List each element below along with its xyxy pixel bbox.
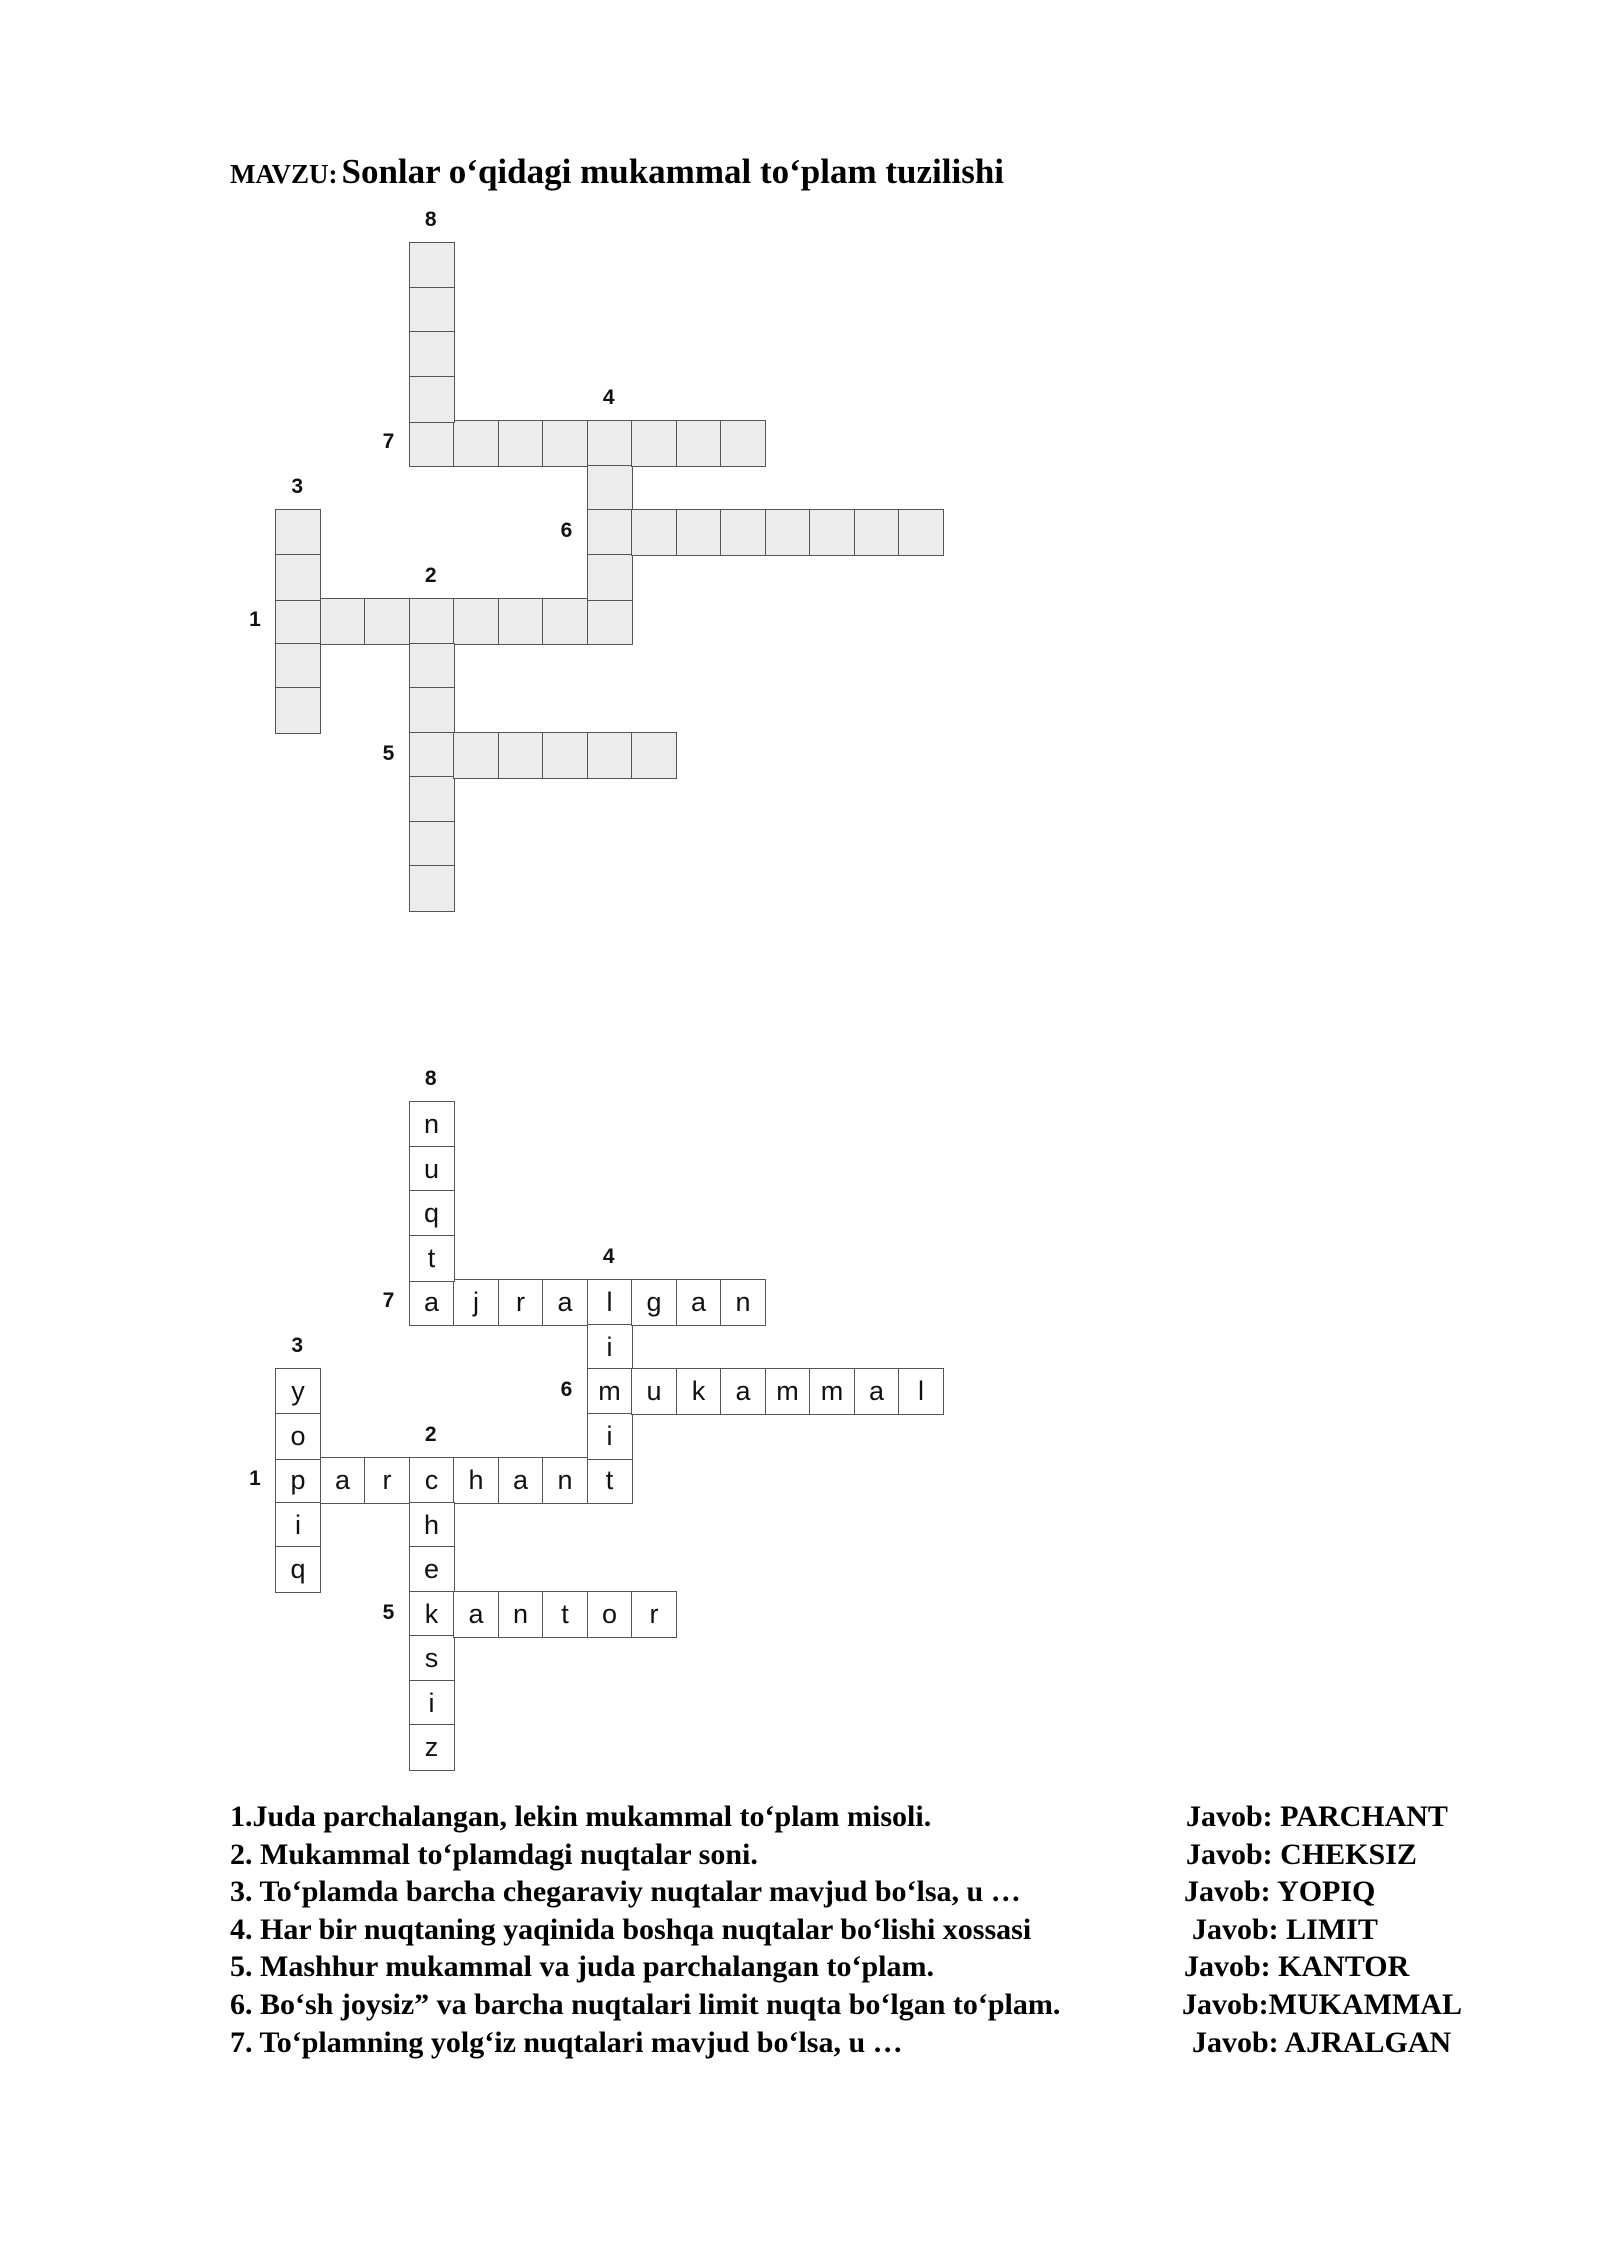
- clue-answer: Javob: LIMIT: [1192, 1912, 1378, 1946]
- clue-number: 7: [382, 430, 395, 454]
- crossword-cell-filled: t: [542, 1591, 588, 1638]
- crossword-cell-filled: n: [498, 1591, 544, 1638]
- crossword-cell-filled: o: [587, 1591, 633, 1638]
- title-text: Sonlar o‘qidagi mukammal to‘plam tuzilishi: [341, 152, 1005, 191]
- crossword-cell-filled: q: [409, 1190, 455, 1237]
- crossword-cell-filled: t: [409, 1235, 455, 1282]
- crossword-cell-filled: c: [409, 1457, 455, 1504]
- clue-question: 7. To‘plamning yolg‘iz nuqtalari mavjud bo‘lsa, u …: [230, 2025, 903, 2059]
- clue-number: 8: [424, 1067, 437, 1090]
- clue-answer: Javob: YOPIQ: [1184, 1875, 1376, 1909]
- crossword-cell-filled: a: [542, 1279, 588, 1326]
- crossword-cell-filled: i: [587, 1413, 633, 1460]
- crossword-cell-filled: y: [275, 1368, 321, 1415]
- clue-row: [230, 1873, 1530, 1911]
- crossword-cell-filled: t: [587, 1457, 633, 1504]
- clue-question: 3. To‘plamda barcha chegaraviy nuqtalar mavjud bo‘lsa, u …: [230, 1875, 1021, 1909]
- crossword-cell-filled: m: [587, 1368, 633, 1415]
- clue-number: 5: [382, 741, 395, 765]
- clue-row: [230, 1948, 1530, 1986]
- clue-number: 1: [249, 1467, 261, 1491]
- crossword-cell-filled: i: [409, 1680, 455, 1727]
- clue-answer: Javob: AJRALGAN: [1192, 2025, 1452, 2059]
- clue-number: 6: [560, 519, 573, 543]
- crossword-cell-filled: j: [453, 1279, 499, 1326]
- clue-list: [230, 1798, 1530, 2061]
- clue-number: 4: [602, 1245, 615, 1268]
- clue-question: 4. Har bir nuqtaning yaqinida boshqa nuqtalar bo‘lishi xossasi: [230, 1912, 1032, 1946]
- clue-number: 1: [249, 608, 261, 632]
- crossword-cell-filled: m: [765, 1368, 811, 1415]
- clue-number: 5: [382, 1600, 395, 1624]
- clue-row: [230, 1836, 1530, 1874]
- crossword-cell-filled: a: [453, 1591, 499, 1638]
- clue-number: 8: [424, 208, 437, 231]
- clue-answer: Javob: PARCHANT: [1186, 1800, 1448, 1833]
- clue-question: 5. Mashhur mukammal va juda parchalangan to‘plam.: [230, 1950, 935, 1984]
- crossword-cell-filled: u: [409, 1146, 455, 1193]
- crossword-cell-filled: g: [631, 1279, 677, 1326]
- clue-answer: Javob: KANTOR: [1184, 1950, 1410, 1984]
- clue-number: 3: [291, 1334, 304, 1357]
- clue-question: 6. Bo‘sh joysiz” va barcha nuqtalari limit nuqta bo‘lgan to‘plam.: [230, 1987, 1061, 2021]
- crossword-cell-filled: a: [854, 1368, 900, 1415]
- crossword-cell-filled: m: [809, 1368, 855, 1415]
- crossword-cell-filled: a: [409, 1279, 455, 1326]
- clue-number: 7: [382, 1289, 395, 1313]
- crossword-cell-filled: n: [720, 1279, 766, 1326]
- clue-question: 1.Juda parchalangan, lekin mukammal to‘plam misoli.: [230, 1800, 932, 1833]
- crossword-cell-filled: e: [409, 1546, 455, 1593]
- clue-number: 4: [602, 386, 615, 409]
- clue-row: [230, 1986, 1530, 2024]
- clue-number: 2: [424, 1423, 437, 1446]
- clue-number: 6: [560, 1378, 573, 1402]
- crossword-cell-filled: a: [320, 1457, 366, 1504]
- crossword-cell-filled: l: [898, 1368, 944, 1415]
- crossword-cell-filled: p: [275, 1457, 321, 1504]
- crossword-cell-filled: h: [409, 1502, 455, 1549]
- crossword-cell-filled: u: [631, 1368, 677, 1415]
- crossword-cell-filled: r: [364, 1457, 410, 1504]
- crossword-cell-filled: n: [409, 1101, 455, 1148]
- crossword-cell-filled: a: [676, 1279, 722, 1326]
- crossword-cell-filled: s: [409, 1635, 455, 1682]
- title-label: MAVZU:: [230, 159, 338, 189]
- crossword-cell-filled: r: [498, 1279, 544, 1326]
- crossword-cell-filled: n: [542, 1457, 588, 1504]
- crossword-cell-filled: i: [587, 1324, 633, 1371]
- crossword-cell-filled: r: [631, 1591, 677, 1638]
- clue-row: [230, 1798, 1530, 1836]
- crossword-cell-filled: l: [587, 1279, 633, 1326]
- crossword-cell-filled: a: [498, 1457, 544, 1504]
- crossword-cell-filled: a: [720, 1368, 766, 1415]
- crossword-cell-filled: h: [453, 1457, 499, 1504]
- clue-number: 3: [291, 475, 304, 498]
- clue-answer: Javob:MUKAMMAL: [1182, 1987, 1462, 2021]
- crossword-cell-filled: i: [275, 1502, 321, 1549]
- crossword-cell-filled: z: [409, 1724, 455, 1771]
- crossword-cell-filled: o: [275, 1413, 321, 1460]
- crossword-cell-filled: q: [275, 1546, 321, 1593]
- clue-number: 2: [424, 564, 437, 587]
- crossword-cell-filled: k: [676, 1368, 722, 1415]
- crossword-cell-filled: k: [409, 1591, 455, 1638]
- clue-row: [230, 1911, 1530, 1949]
- clue-answer: Javob: CHEKSIZ: [1186, 1837, 1417, 1871]
- clue-row: [230, 2024, 1530, 2062]
- clue-question: 2. Mukammal to‘plamdagi nuqtalar soni.: [230, 1837, 758, 1871]
